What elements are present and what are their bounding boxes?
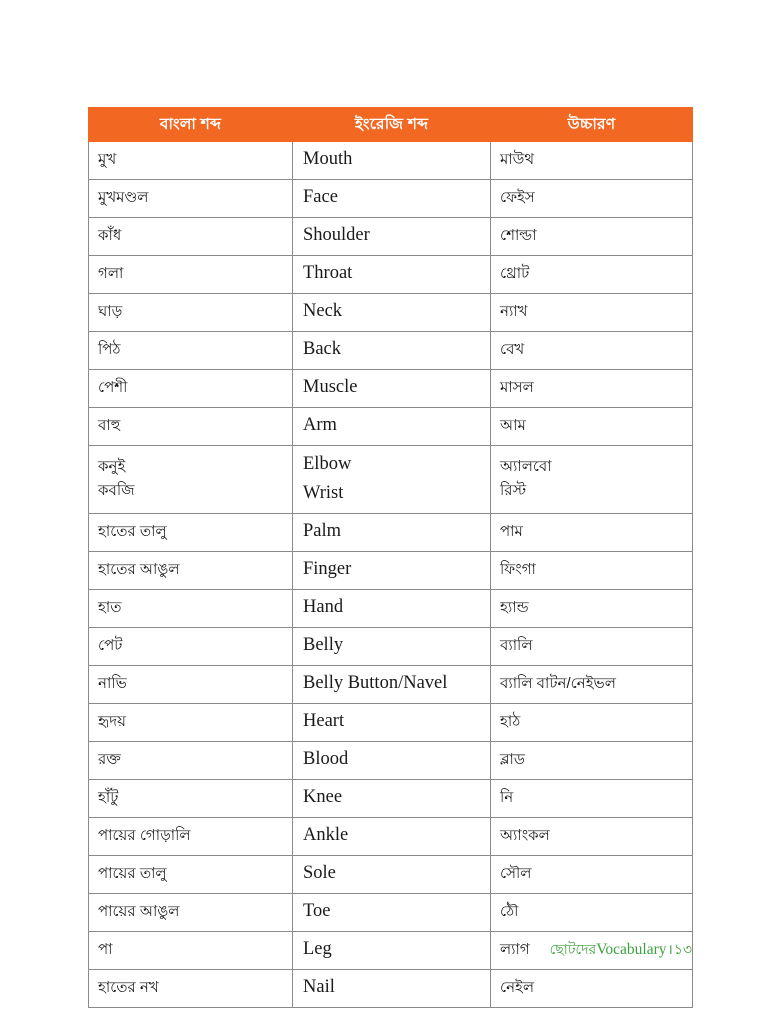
footer-page-number: ১৩	[673, 941, 692, 957]
cell-bangla-line: কবজি	[98, 481, 135, 499]
cell-pronunciation: মাউথ	[491, 142, 693, 180]
cell-english: Throat	[293, 256, 491, 294]
cell-pronunciation: ল্যাগ	[491, 932, 693, 970]
cell-pronunciation	[491, 446, 693, 514]
cell-bangla: পিঠ	[89, 332, 293, 370]
table-row	[89, 446, 693, 514]
cell-bangla: হৃদয়	[89, 704, 293, 742]
cell-bangla	[89, 446, 293, 514]
table-row	[89, 408, 693, 446]
table-row	[89, 742, 693, 780]
table-body	[89, 142, 693, 1008]
cell-english: Toe	[293, 894, 491, 932]
cell-pronunciation: আম	[491, 408, 693, 446]
page-footer	[550, 938, 692, 962]
cell-bangla: নাভি	[89, 666, 293, 704]
cell-english-line: Elbow	[303, 453, 352, 474]
table-row	[89, 332, 693, 370]
cell-bangla: হাতের আঙুল	[89, 552, 293, 590]
footer-bangla-word: ছোটদের	[549, 941, 597, 957]
cell-english: Belly Button/Navel	[293, 666, 491, 704]
cell-english: Ankle	[293, 818, 491, 856]
cell-pronunciation-line: রিস্ট	[500, 481, 527, 499]
cell-pronunciation: অ্যাংকল	[491, 818, 693, 856]
cell-bangla: গলা	[89, 256, 293, 294]
cell-english: Nail	[293, 970, 491, 1008]
cell-pronunciation: ব্যালি বাটন/নেইভল	[491, 666, 693, 704]
table-row	[89, 218, 693, 256]
cell-bangla: রক্ত	[89, 742, 293, 780]
table-row	[89, 294, 693, 332]
table-row	[89, 552, 693, 590]
cell-bangla: মুখ	[89, 142, 293, 180]
cell-pronunciation: নেইল	[491, 970, 693, 1008]
cell-pronunciation: বেখ	[491, 332, 693, 370]
cell-english: Heart	[293, 704, 491, 742]
cell-bangla: হাঁটু	[89, 780, 293, 818]
cell-english: Leg	[293, 932, 491, 970]
cell-bangla: হাত	[89, 590, 293, 628]
cell-pronunciation: হাঠ	[491, 704, 693, 742]
cell-bangla: পেট	[89, 628, 293, 666]
cell-english: Knee	[293, 780, 491, 818]
cell-pronunciation: মাসল	[491, 370, 693, 408]
vocabulary-table	[88, 107, 693, 1008]
cell-pronunciation: ব্লাড	[491, 742, 693, 780]
cell-english-line: Wrist	[303, 482, 344, 503]
cell-english: Muscle	[293, 370, 491, 408]
table-row	[89, 666, 693, 704]
cell-pronunciation: ঠৌ	[491, 894, 693, 932]
cell-pronunciation: হ্যান্ড	[491, 590, 693, 628]
cell-bangla: পায়ের গোড়ালি	[89, 818, 293, 856]
cell-english: Neck	[293, 294, 491, 332]
cell-bangla: পা	[89, 932, 293, 970]
cell-bangla: পায়ের তালু	[89, 856, 293, 894]
column-header-pronunciation: উচ্চারণ	[491, 108, 693, 142]
table-row	[89, 818, 693, 856]
table-row	[89, 628, 693, 666]
footer-english-word: Vocabulary	[596, 941, 667, 958]
cell-pronunciation: ফেইস	[491, 180, 693, 218]
column-header-bangla: বাংলা শব্দ	[89, 108, 293, 142]
table-row	[89, 514, 693, 552]
table-row	[89, 590, 693, 628]
cell-english: Sole	[293, 856, 491, 894]
cell-english: Shoulder	[293, 218, 491, 256]
cell-english: Blood	[293, 742, 491, 780]
cell-english: Finger	[293, 552, 491, 590]
cell-bangla: হাতের তালু	[89, 514, 293, 552]
table-row	[89, 370, 693, 408]
table-row	[89, 256, 693, 294]
cell-pronunciation-line: অ্যালবো	[500, 458, 552, 476]
cell-english	[293, 446, 491, 514]
cell-bangla: মুখমণ্ডল	[89, 180, 293, 218]
cell-english: Face	[293, 180, 491, 218]
table-row	[89, 180, 693, 218]
cell-english: Back	[293, 332, 491, 370]
cell-pronunciation: ফিংগা	[491, 552, 693, 590]
table-row	[89, 704, 693, 742]
cell-bangla: ঘাড়	[89, 294, 293, 332]
cell-english: Arm	[293, 408, 491, 446]
cell-bangla: পায়ের আঙুল	[89, 894, 293, 932]
table-row	[89, 142, 693, 180]
cell-pronunciation: থ্রোট	[491, 256, 693, 294]
cell-pronunciation: শোল্ডা	[491, 218, 693, 256]
cell-english: Hand	[293, 590, 491, 628]
table-row	[89, 894, 693, 932]
cell-bangla-line: কনুই	[98, 458, 126, 476]
footer-separator: ।	[667, 941, 673, 957]
table-row	[89, 856, 693, 894]
cell-pronunciation: সৌল	[491, 856, 693, 894]
table-row	[89, 780, 693, 818]
cell-pronunciation: পাম	[491, 514, 693, 552]
cell-english: Belly	[293, 628, 491, 666]
cell-bangla: পেশী	[89, 370, 293, 408]
cell-pronunciation: ব্যালি	[491, 628, 693, 666]
cell-bangla: কাঁধ	[89, 218, 293, 256]
table-row	[89, 970, 693, 1008]
table-header	[89, 108, 693, 142]
column-header-english: ইংরেজি শব্দ	[293, 108, 491, 142]
cell-pronunciation: নি	[491, 780, 693, 818]
table-header-row	[89, 108, 693, 142]
cell-english: Palm	[293, 514, 491, 552]
cell-english: Mouth	[293, 142, 491, 180]
cell-bangla: হাতের নখ	[89, 970, 293, 1008]
cell-bangla: বাহু	[89, 408, 293, 446]
cell-pronunciation: ন্যাখ	[491, 294, 693, 332]
